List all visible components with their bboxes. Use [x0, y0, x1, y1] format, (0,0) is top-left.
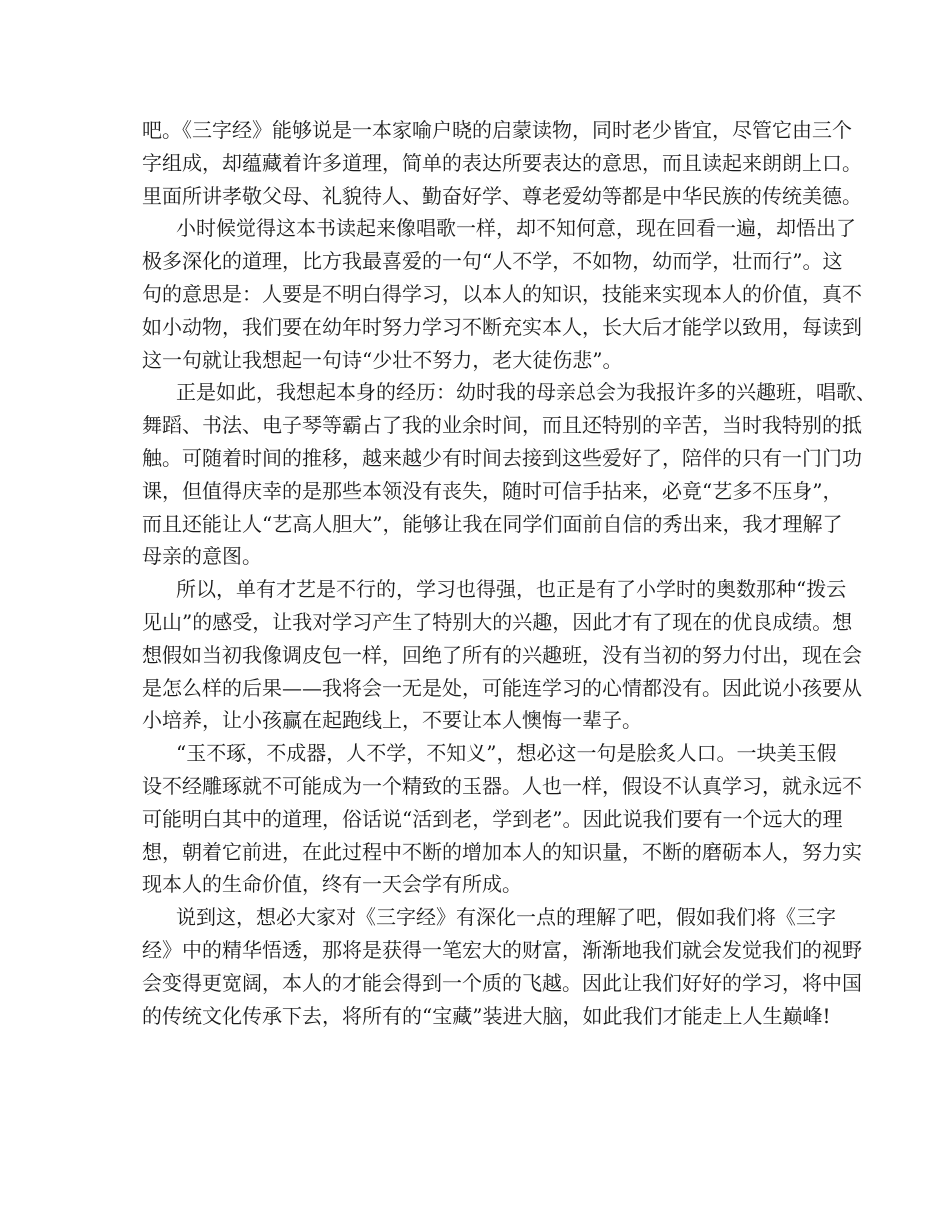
- paragraph-line: 这一句就让我想起一句诗“少壮不努力，老大徒伤悲”。: [142, 347, 623, 372]
- paragraph-first-line: 所以，单有才艺是不行的，学习也得强，也正是有了小学时的奥数那种“拨云: [176, 577, 847, 602]
- paragraph-line: 课，但值得庆幸的是那些本领没有丧失，随时可信手拈来，必竟“艺多不压身”，: [142, 478, 843, 503]
- paragraph-line: 里面所讲孝敬父母、礼貌待人、勤奋好学、尊老爱幼等都是中华民族的传统美德。: [142, 183, 862, 208]
- paragraph-line: 极多深化的道理，比方我最喜爱的一句“人不学，不如物，幼而学，壮而行”。这: [142, 249, 843, 274]
- paragraph-line: 是怎么样的后果——我将会一无是处，可能连学习的心情都没有。因此说小孩要从: [142, 675, 862, 700]
- paragraph-line: 会变得更宽阔，本人的才能会得到一个质的飞越。因此让我们好好的学习，将中国: [142, 970, 862, 995]
- paragraph-line: 舞蹈、书法、电子琴等霸占了我的业余时间，而且还特别的辛苦，当时我特别的抵: [142, 413, 862, 438]
- paragraph-line: 母亲的意图。: [142, 544, 262, 569]
- paragraph-line: 如小动物，我们要在幼年时努力学习不断充实本人，长大后才能学以致用，每读到: [142, 314, 862, 339]
- paragraph-line: 可能明白其中的道理，俗话说“活到老，学到老”。因此说我们要有一个远大的理: [142, 806, 843, 831]
- paragraph-first-line: 正是如此，我想起本身的经历：幼时我的母亲总会为我报许多的兴趣班，唱歌、: [176, 380, 876, 405]
- document-body: [142, 114, 876, 1032]
- paragraph-line: 设不经雕琢就不可能成为一个精致的玉器。人也一样，假设不认真学习，就永远不: [142, 773, 862, 798]
- paragraph-first-line: 小时候觉得这本书读起来像唱歌一样，却不知何意，现在回看一遍，却悟出了: [176, 216, 856, 241]
- paragraph-line: 见山”的感受，让我对学习产生了特别大的兴趣，因此才有了现在的优良成绩。想: [142, 609, 853, 634]
- paragraph-line: 吧。《三字经》能够说是一本家喻户晓的启蒙读物，同时老少皆宜，尽管它由三个: [142, 118, 852, 142]
- paragraph-first-line: “玉不琢，不成器，人不学，不知义”，想必这一句是脍炙人口。一块美玉假: [176, 741, 837, 766]
- paragraph-line: 的传统文化传承下去，将所有的“宝藏”装进大脑，如此我们才能走上人生巅峰!: [142, 1003, 831, 1028]
- paragraph-line: 小培养，让小孩赢在起跑线上，不要让本人懊悔一辈子。: [142, 708, 642, 733]
- paragraph-line: 想假如当初我像调皮包一样，回绝了所有的兴趣班，没有当初的努力付出，现在会: [142, 642, 862, 667]
- paragraph-line: 字组成，却蕴藏着许多道理，简单的表达所要表达的意思，而且读起来朗朗上口。: [142, 150, 862, 175]
- paragraph-first-line: 说到这，想必大家对《三字经》有深化一点的理解了吧，假如我们将《三字: [176, 905, 836, 930]
- paragraph-line: 而且还能让人“艺高人胆大”，能够让我在同学们面前自信的秀出来，我才理解了: [142, 511, 843, 536]
- paragraph-line: 现本人的生命价值，终有一天会学有所成。: [142, 872, 522, 897]
- paragraph-line: 句的意思是：人要是不明白得学习，以本人的知识，技能来实现本人的价值，真不: [142, 281, 862, 306]
- paragraph-line: 想，朝着它前进，在此过程中不断的增加本人的知识量，不断的磨砺本人，努力实: [142, 839, 862, 864]
- paragraph-line: 经》中的精华悟透，那将是获得一笔宏大的财富，渐渐地我们就会发觉我们的视野: [142, 937, 862, 962]
- paragraph-line: 触。可随着时间的推移，越来越少有时间去接到这些爱好了，陪伴的只有一门门功: [142, 445, 862, 470]
